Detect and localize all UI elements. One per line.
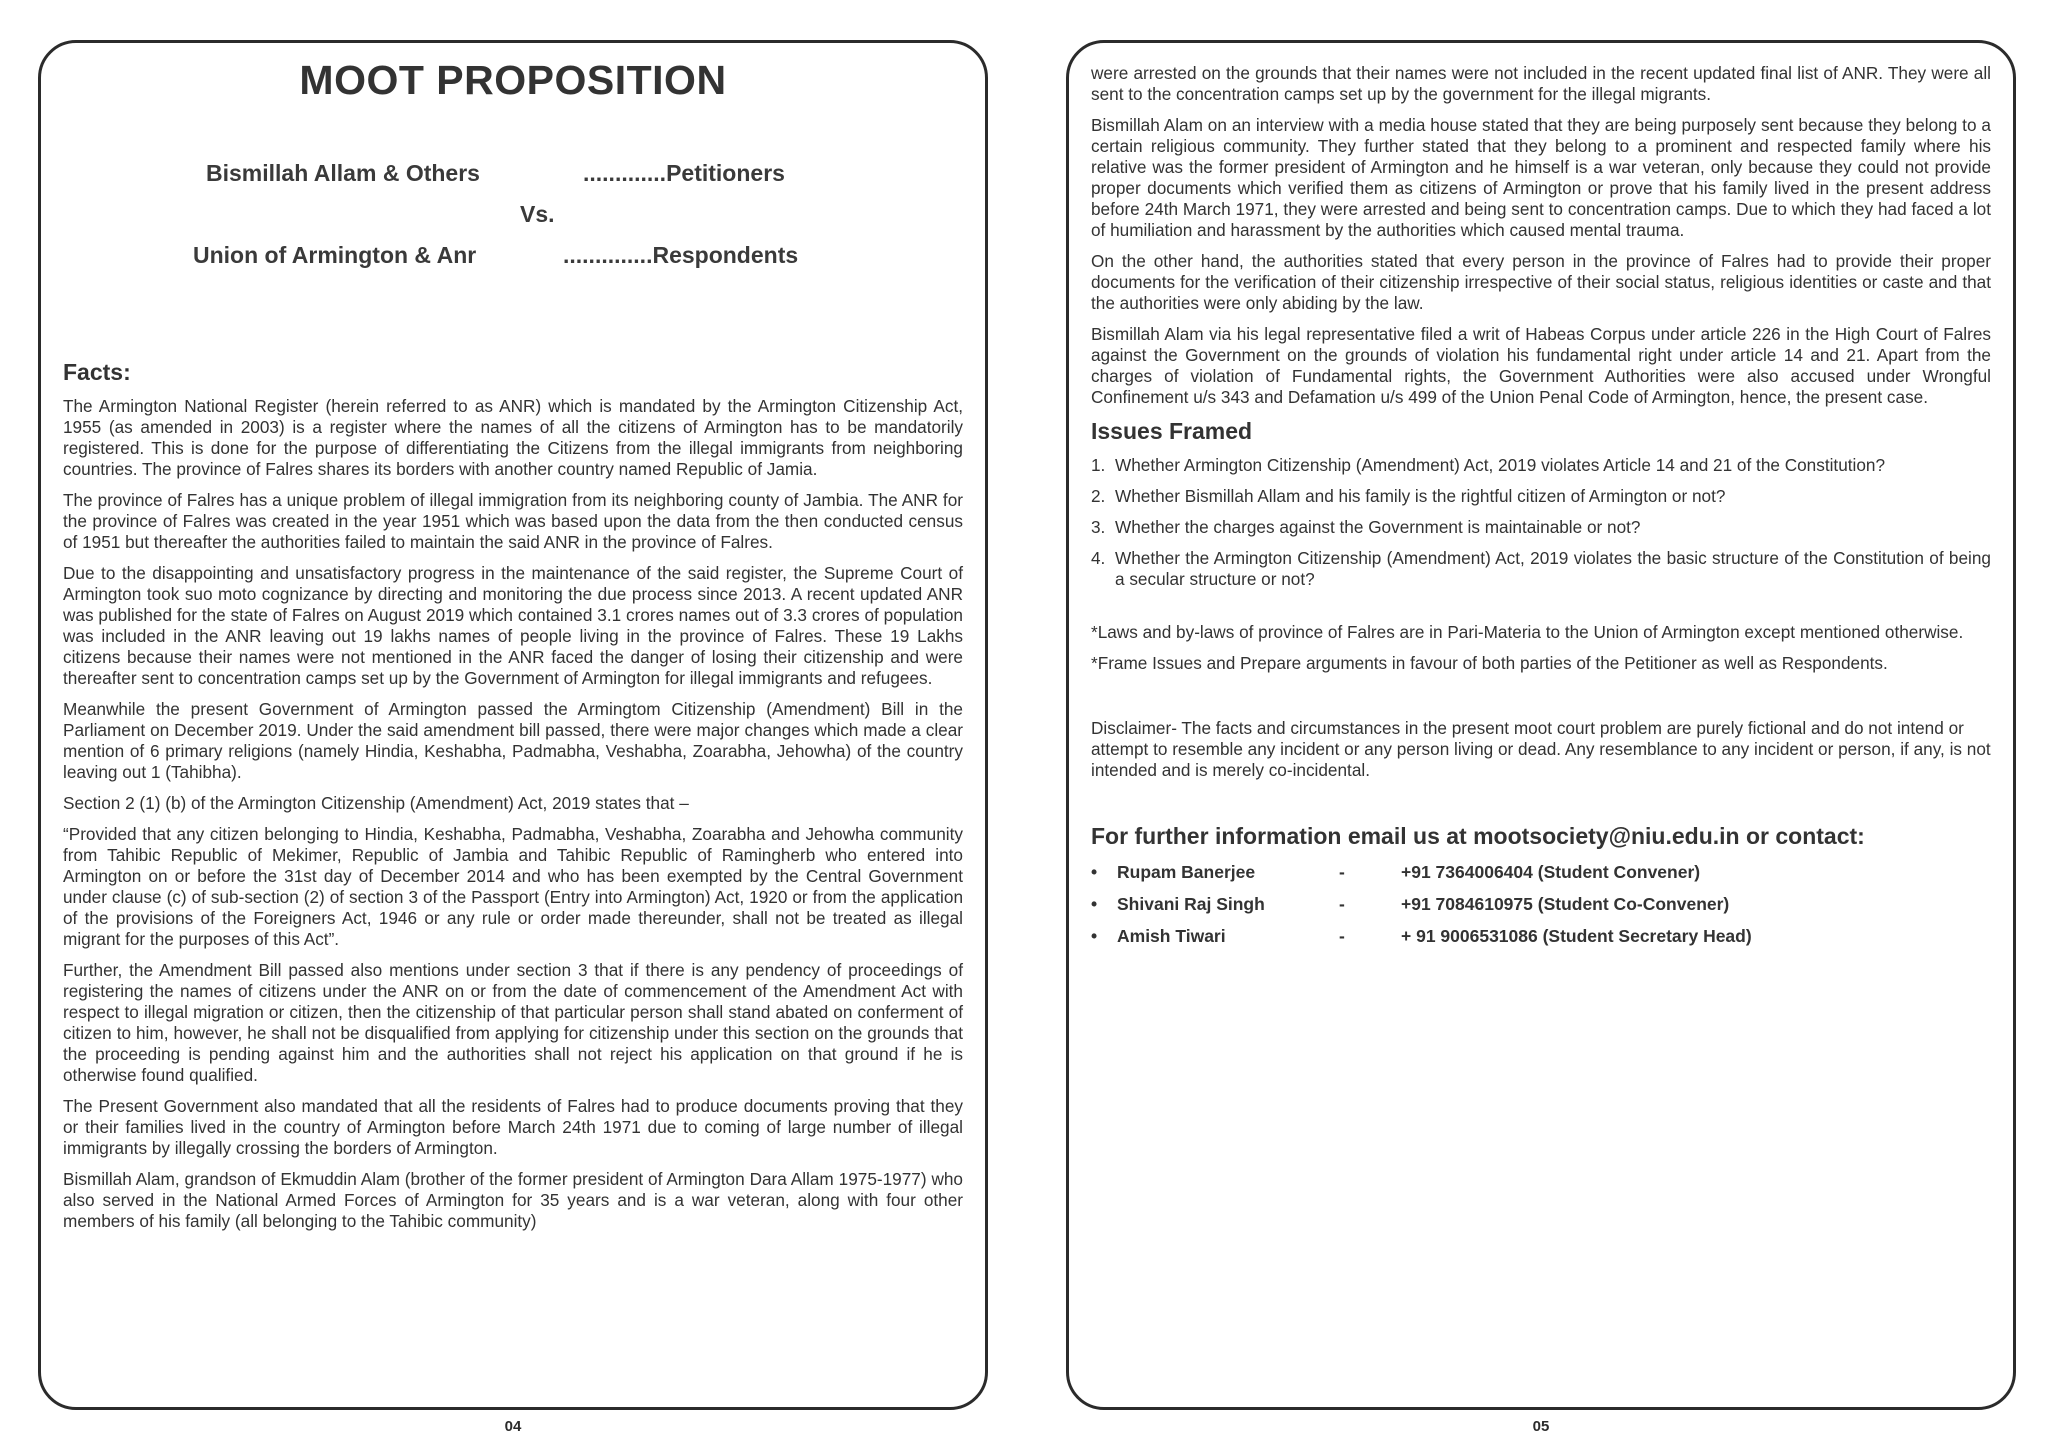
contact-separator: -	[1339, 862, 1345, 882]
facts-paragraph: Bismillah Alam via his legal representative filed a writ of Habeas Corpus under article 226 in the High Court of Falres against the Government on the grounds of violation his fundamental right under article 14 and 21. Apart from the charges of violation of Fundamental rights, the Government Authorities were also accused under Wrongful Confinement u/s 343 and Defamation u/s 499 of the Union Penal Code of Armington, hence, the present case.	[1091, 324, 1991, 407]
issue-text: Whether the charges against the Government is maintainable or not?	[1115, 517, 1641, 537]
contact-item	[1091, 894, 1991, 926]
issue-number: 3.	[1091, 517, 1106, 537]
issue-number: 1.	[1091, 455, 1106, 475]
issue-text: Whether Bismillah Allam and his family is the rightful citizen of Armington or not?	[1115, 486, 1726, 506]
petitioners-row	[63, 160, 963, 201]
notes-section	[1091, 622, 1991, 674]
issue-text: Whether the Armington Citizenship (Amendment) Act, 2019 violates the basic structure of the Constitution of being a secular structure or not?	[1115, 548, 1991, 589]
page-number-right: 05	[1532, 1418, 1550, 1435]
page-title: MOOT PROPOSITION	[299, 57, 727, 103]
facts-paragraph: were arrested on the grounds that their names were not included in the recent updated final list of ANR. They were all sent to the concentration camps set up by the government for the illegal migrants.	[1091, 63, 1991, 104]
contact-phone: +91 7084610975 (Student Co-Convener)	[1401, 894, 1730, 914]
facts-paragraph: The province of Falres has a unique problem of illegal immigration from its neighboring county of Jambia. The ANR for the province of Falres was created in the year 1951 which was based upon the data from the then conducted census of 1951 but thereafter the authorities failed to maintain the said ANR in the province of Falres.	[63, 490, 963, 552]
left-page	[38, 40, 988, 1410]
issue-item	[1091, 486, 1991, 507]
petitioners-role: .............Petitioners	[583, 160, 785, 186]
issue-number: 2.	[1091, 486, 1106, 506]
facts-paragraph: Bismillah Alam on an interview with a media house stated that they are being purposely sent because they belong to a certain religious community. They further stated that they belong to a prominent and respected family where his relative was the former president of Armington and he himself is a war veteran, only because they could not provide proper documents which verified them as citizens of Armington or prove that his family lived in the present address before 24th March 1971, they were arrested and being sent to concentration camps. Due to which they had faced a lot of humiliation and harassment by the authorities which caused mental trauma.	[1091, 115, 1991, 240]
contact-phone: +91 7364006404 (Student Convener)	[1401, 862, 1701, 882]
facts-paragraph: The Present Government also mandated that all the residents of Falres had to produce documents proving that they or their families lived in the country of Armington before March 24th 1971 due to coming of large number of illegal immigrants by illegally crossing the borders of Armington.	[63, 1096, 963, 1158]
facts-paragraph: “Provided that any citizen belonging to Hindia, Keshabha, Padmabha, Veshabha, Zoarabha and Jehowha community from Tahibic Republic of Mekimer, Republic of Jambia and Tahibic Republic of Ramingherb who entered into Armington on or before the 31st day of December 2014 and who has been exempted by the Central Government under clause (c) of sub-section (2) of section 3 of the Passport (Entry into Armington) Act, 1920 or from the application of the provisions of the Foreigners Act, 1946 or any rule or order made thereunder, shall not be treated as illegal migrant for the purposes of this Act”.	[63, 824, 963, 949]
facts-heading: Facts:	[63, 359, 131, 385]
issue-item	[1091, 455, 1991, 476]
facts-paragraph: Section 2 (1) (b) of the Armington Citizenship (Amendment) Act, 2019 states that –	[63, 793, 689, 813]
facts-paragraph: On the other hand, the authorities stated that every person in the province of Falres had to provide their proper documents for the verification of their citizenship irrespective of their social status, religious identities or caste and that the authorities were only abiding by the law.	[1091, 251, 1991, 313]
petitioners-name: Bismillah Allam & Others	[206, 160, 480, 186]
respondents-row	[63, 242, 963, 283]
contact-separator: -	[1339, 926, 1345, 946]
contact-separator: -	[1339, 894, 1345, 914]
issues-list	[1091, 455, 1991, 590]
issue-item	[1091, 517, 1991, 538]
facts-paragraph: Bismillah Alam, grandson of Ekmuddin Alam (brother of the former president of Armington Dara Allam 1975-1977) who also served in the National Armed Forces of Armington for 35 years and is a war veteran, along with four other members of his family (all belonging to the Tahibic community)	[63, 1169, 963, 1231]
issue-number: 4.	[1091, 548, 1106, 568]
right-page	[1066, 40, 2016, 1410]
note-text: *Frame Issues and Prepare arguments in favour of both parties of the Petitioner as well as Respondents.	[1091, 653, 1888, 673]
contact-phone: + 91 9006531086 (Student Secretary Head)	[1401, 926, 1752, 946]
versus-row	[63, 201, 963, 242]
contact-item	[1091, 926, 1991, 958]
contact-name: Shivani Raj Singh	[1117, 894, 1265, 914]
facts-paragraph: Meanwhile the present Government of Armington passed the Armingtom Citizenship (Amendment) Bill in the Parliament on December 2019. Under the said amendment bill passed, there were major changes which made a clear mention of 6 primary religions (namely Hindia, Keshabha, Padmabha, Veshabha, Zoarabha, Jehowha) of the country leaving out 1 (Tahibha).	[63, 699, 963, 782]
case-parties	[63, 160, 963, 283]
page-number-left: 04	[504, 1418, 522, 1435]
note-text: *Laws and by-laws of province of Falres are in Pari-Materia to the Union of Armington except mentioned otherwise.	[1091, 622, 1964, 642]
bullet-icon: •	[1091, 894, 1098, 914]
respondents-name: Union of Armington & Anr	[193, 242, 477, 268]
contact-name: Rupam Banerjee	[1117, 862, 1256, 882]
facts-paragraph: The Armington National Register (herein referred to as ANR) which is mandated by the Armington Citizenship Act, 1955 (as amended in 2003) is a register where the names of all the citizens of Armington has to be mandatorily registered. This is done for the purpose of differentiating the Citizens from the illegal immigrants from neighboring countries. The province of Falres shares its borders with another country named Republic of Jamia.	[63, 396, 963, 479]
respondents-role: ..............Respondents	[563, 242, 799, 268]
facts-paragraph: Further, the Amendment Bill passed also mentions under section 3 that if there is any pendency of proceedings of registering the names of citizens under the ANR on or from the date of commencement of the Amendment Act with respect to illegal migration or citizen, then the citizenship of that particular person shall stand abated on conferment of citizen to him, however, he shall not be disqualified from applying for citizenship under this section on the grounds that the proceeding is pending against him and the authorities shall not reject his application on that ground if he is otherwise found qualified.	[63, 960, 963, 1085]
contact-item	[1091, 862, 1991, 894]
versus-label: Vs.	[520, 201, 555, 227]
issue-item	[1091, 548, 1991, 590]
bullet-icon: •	[1091, 926, 1098, 946]
facts-paragraph: Due to the disappointing and unsatisfactory progress in the maintenance of the said register, the Supreme Court of Armington took suo moto cognizance by directing and monitoring the due process since 2013. A recent updated ANR was published for the state of Falres on August 2019 which contained 3.1 crores names out of 3.3 crores of population was included in the ANR leaving out 19 lakhs names of people living in the province of Falres. These 19 Lakhs citizens because their names were not mentioned in the ANR faced the danger of losing their citizenship and were thereafter sent to concentration camps set up by the Government of Armington for illegal immigrants and refugees.	[63, 563, 963, 688]
issues-heading: Issues Framed	[1091, 418, 1253, 444]
contact-heading: For further information email us at mootsociety@niu.edu.in or contact:	[1091, 823, 1865, 849]
contacts-list	[1091, 862, 1991, 958]
contact-name: Amish Tiwari	[1117, 926, 1226, 946]
bullet-icon: •	[1091, 862, 1098, 882]
issue-text: Whether Armington Citizenship (Amendment) Act, 2019 violates Article 14 and 21 of the Constitution?	[1115, 455, 1886, 475]
disclaimer-text: Disclaimer- The facts and circumstances in the present moot court problem are purely fictional and do not intend or attempt to resemble any incident or any person living or dead. Any resemblance to any incident or person, if any, is not intended and is merely co-incidental.	[1091, 718, 1991, 780]
